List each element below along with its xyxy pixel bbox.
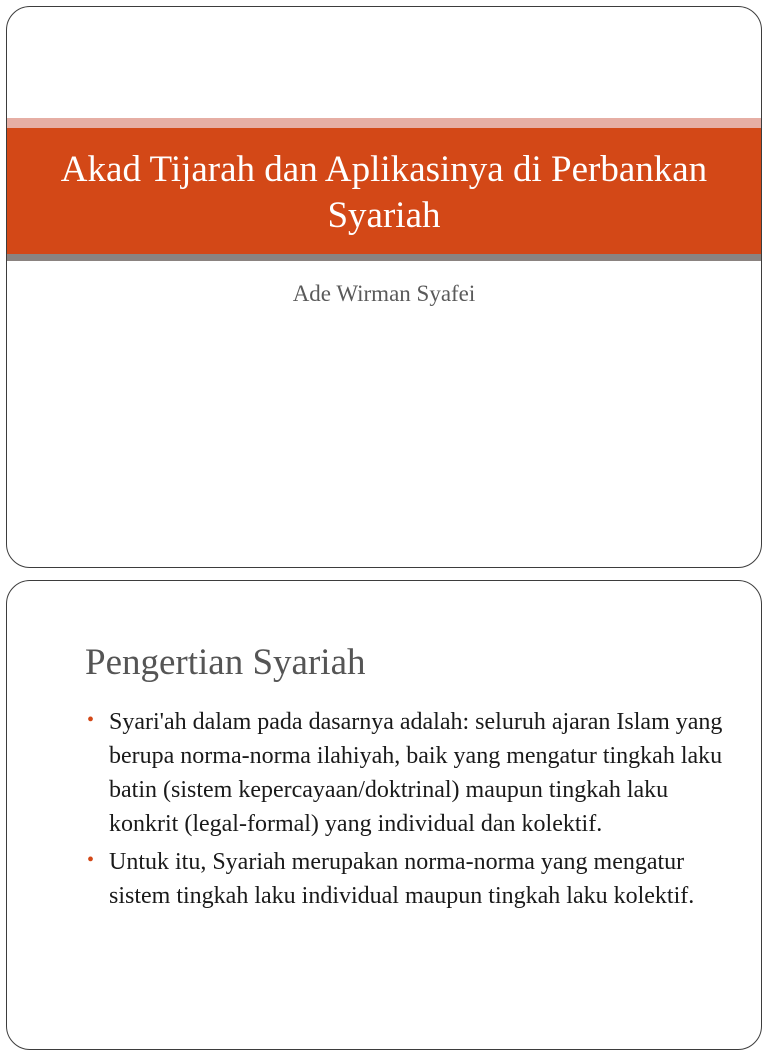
list-item — [85, 845, 735, 913]
bullet-icon: • — [87, 709, 95, 731]
title-band-shadow — [7, 254, 761, 261]
bullet-text: Untuk itu, Syariah merupakan norma-norma yang mengatur sistem tingkah laku individual maupun tingkah laku kolektif. — [109, 849, 695, 909]
bullet-icon: • — [87, 849, 95, 871]
slide-title — [6, 6, 762, 568]
bullet-list — [85, 705, 735, 917]
presentation-author: Ade Wirman Syafei — [292, 281, 476, 306]
presentation-title: Akad Tijarah dan Aplikasinya di Perbankan Syariah — [60, 149, 708, 236]
bullet-text: Syari'ah dalam pada dasarnya adalah: seluruh ajaran Islam yang berupa norma-norma ilahiyah, baik yang mengatur tingkah laku batin (sistem kepercayaan/doktrinal) maupun tingkah laku konkrit (legal-formal) yang individual dan kolektif. — [109, 709, 723, 837]
slide-pengertian-syariah — [6, 580, 762, 1050]
list-item — [85, 705, 735, 841]
slide-heading: Pengertian Syariah — [85, 642, 366, 683]
